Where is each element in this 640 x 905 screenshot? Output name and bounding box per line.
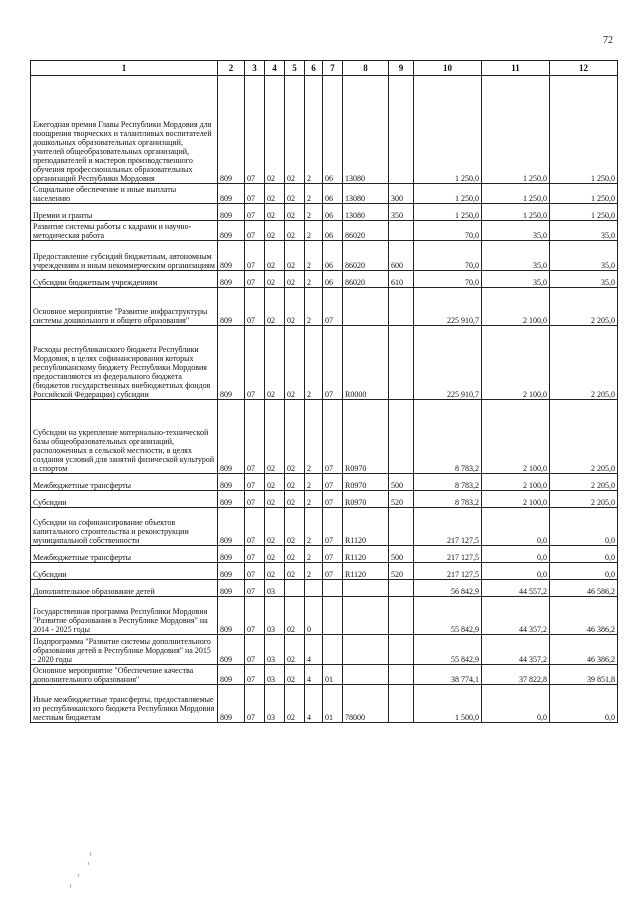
table-row [31, 474, 618, 491]
amount-col12-cell: 0,0 [550, 508, 618, 546]
section-code-cell: 07 [245, 241, 265, 271]
amount-col12-cell: 46 386,2 [550, 597, 618, 635]
amount-col10-cell: 55 842,9 [414, 597, 482, 635]
amount-col12-cell: 39 851,8 [550, 665, 618, 685]
table-row [31, 288, 618, 326]
expense-type-cell [389, 508, 414, 546]
expense-type-cell [389, 597, 414, 635]
direction-code-cell: 86020 [343, 241, 389, 271]
event-code-cell [323, 580, 343, 597]
event-code-cell: 07 [323, 508, 343, 546]
subprogram-code-cell: 2 [305, 508, 323, 546]
amount-col11-cell: 44 357,2 [482, 635, 550, 665]
row-name-cell: Государственная программа Республики Мордовия "Развитие образования в Республике Мордовия" на 2014 - 2025 годы [31, 597, 218, 635]
section-code-cell: 07 [245, 580, 265, 597]
program-code-cell: 02 [285, 271, 305, 288]
event-code-cell: 06 [323, 184, 343, 204]
amount-col11-cell: 2 100,0 [482, 326, 550, 400]
section-code-cell: 07 [245, 685, 265, 723]
amount-col12-cell: 1 250,0 [550, 184, 618, 204]
chapter-code-cell: 809 [218, 400, 245, 474]
program-code-cell: 02 [285, 665, 305, 685]
row-name-cell: Субсидии бюджетным учреждениям [31, 271, 218, 288]
direction-code-cell: R1120 [343, 563, 389, 580]
subprogram-code-cell: 2 [305, 326, 323, 400]
subprogram-code-cell: 0 [305, 597, 323, 635]
direction-code-cell: R1120 [343, 546, 389, 563]
chapter-code-cell: 809 [218, 491, 245, 508]
subsection-code-cell: 02 [265, 204, 285, 221]
expense-type-cell: 520 [389, 491, 414, 508]
direction-code-cell [343, 288, 389, 326]
section-code-cell: 07 [245, 76, 265, 184]
row-name-cell: Дополнительное образование детей [31, 580, 218, 597]
subprogram-code-cell: 2 [305, 546, 323, 563]
section-code-cell: 07 [245, 271, 265, 288]
amount-col12-cell: 35,0 [550, 271, 618, 288]
table-row [31, 204, 618, 221]
subprogram-code-cell: 2 [305, 474, 323, 491]
amount-col12-cell: 1 250,0 [550, 76, 618, 184]
section-code-cell: 07 [245, 563, 265, 580]
direction-code-cell [343, 597, 389, 635]
amount-col10-cell: 225 910,7 [414, 326, 482, 400]
row-name-cell: Субсидии на софинансирование объектов капитального строительства и реконструкции муниципальной собственности [31, 508, 218, 546]
subsection-code-cell: 03 [265, 685, 285, 723]
program-code-cell: 02 [285, 563, 305, 580]
event-code-cell: 07 [323, 288, 343, 326]
table-row [31, 665, 618, 685]
program-code-cell: 02 [285, 241, 305, 271]
expense-type-cell [389, 326, 414, 400]
event-code-cell: 07 [323, 563, 343, 580]
amount-col11-cell: 0,0 [482, 685, 550, 723]
amount-col11-cell: 44 357,2 [482, 597, 550, 635]
direction-code-cell [343, 665, 389, 685]
section-code-cell: 07 [245, 474, 265, 491]
row-name-cell: Предоставление субсидий бюджетным, автономным учреждениям и иным некоммерческим организациям [31, 241, 218, 271]
amount-col12-cell: 35,0 [550, 241, 618, 271]
row-name-cell: Расходы республиканского бюджета Республики Мордовия, в целях софинансирования которых республиканскому бюджету Республики Мордовия предоставляются из федерального бюджета (бюджетов государственных внебюджетных фондов Российской Федерации) субсидии [31, 326, 218, 400]
subprogram-code-cell: 2 [305, 271, 323, 288]
subsection-code-cell: 02 [265, 400, 285, 474]
amount-col11-cell: 2 100,0 [482, 491, 550, 508]
subsection-code-cell: 03 [265, 580, 285, 597]
direction-code-cell: R0970 [343, 491, 389, 508]
subprogram-code-cell: 4 [305, 685, 323, 723]
amount-col11-cell: 2 100,0 [482, 400, 550, 474]
subprogram-code-cell: 4 [305, 635, 323, 665]
table-row [31, 271, 618, 288]
header-cell: 10 [414, 61, 482, 76]
amount-col10-cell: 1 250,0 [414, 204, 482, 221]
subprogram-code-cell: 2 [305, 76, 323, 184]
amount-col12-cell: 2 205,0 [550, 326, 618, 400]
direction-code-cell: R0970 [343, 474, 389, 491]
event-code-cell: 07 [323, 546, 343, 563]
amount-col12-cell: 0,0 [550, 546, 618, 563]
table-row [31, 635, 618, 665]
chapter-code-cell: 809 [218, 204, 245, 221]
expense-type-cell [389, 665, 414, 685]
amount-col10-cell: 1 250,0 [414, 76, 482, 184]
row-name-cell: Субсидии [31, 491, 218, 508]
program-code-cell: 02 [285, 204, 305, 221]
section-code-cell: 07 [245, 508, 265, 546]
event-code-cell: 06 [323, 241, 343, 271]
subprogram-code-cell: 2 [305, 288, 323, 326]
header-cell: 11 [482, 61, 550, 76]
amount-col11-cell: 2 100,0 [482, 288, 550, 326]
amount-col12-cell: 0,0 [550, 563, 618, 580]
row-name-cell: Основное мероприятие "Обеспечение качества дополнительного образования" [31, 665, 218, 685]
subsection-code-cell: 02 [265, 288, 285, 326]
subsection-code-cell: 02 [265, 563, 285, 580]
section-code-cell: 07 [245, 491, 265, 508]
subprogram-code-cell [305, 580, 323, 597]
amount-col11-cell: 0,0 [482, 508, 550, 546]
header-cell: 6 [305, 61, 323, 76]
expense-type-cell [389, 76, 414, 184]
amount-col11-cell: 35,0 [482, 241, 550, 271]
amount-col11-cell: 1 250,0 [482, 184, 550, 204]
subprogram-code-cell: 2 [305, 221, 323, 241]
event-code-cell: 06 [323, 271, 343, 288]
section-code-cell: 07 [245, 400, 265, 474]
expense-type-cell [389, 635, 414, 665]
program-code-cell [285, 580, 305, 597]
amount-col11-cell: 35,0 [482, 221, 550, 241]
amount-col12-cell: 35,0 [550, 221, 618, 241]
subprogram-code-cell: 2 [305, 241, 323, 271]
chapter-code-cell: 809 [218, 76, 245, 184]
expense-type-cell: 610 [389, 271, 414, 288]
event-code-cell: 06 [323, 76, 343, 184]
amount-col11-cell: 0,0 [482, 546, 550, 563]
row-name-cell: Развитие системы работы с кадрами и научно-методическая работа [31, 221, 218, 241]
program-code-cell: 02 [285, 597, 305, 635]
direction-code-cell [343, 635, 389, 665]
table-row [31, 326, 618, 400]
event-code-cell: 07 [323, 491, 343, 508]
header-cell: 8 [343, 61, 389, 76]
subprogram-code-cell: 2 [305, 563, 323, 580]
chapter-code-cell: 809 [218, 685, 245, 723]
table-row [31, 76, 618, 184]
program-code-cell: 02 [285, 76, 305, 184]
subprogram-code-cell: 2 [305, 491, 323, 508]
amount-col12-cell: 1 250,0 [550, 204, 618, 221]
subsection-code-cell: 03 [265, 635, 285, 665]
table-row [31, 184, 618, 204]
direction-code-cell: R0970 [343, 400, 389, 474]
amount-col10-cell: 38 774,1 [414, 665, 482, 685]
header-cell: 5 [285, 61, 305, 76]
program-code-cell: 02 [285, 184, 305, 204]
page-number: 72 [603, 35, 613, 46]
amount-col10-cell: 225 910,7 [414, 288, 482, 326]
direction-code-cell: 13080 [343, 204, 389, 221]
event-code-cell: 06 [323, 221, 343, 241]
expense-type-cell [389, 221, 414, 241]
subprogram-code-cell: 2 [305, 204, 323, 221]
header-cell: 3 [245, 61, 265, 76]
direction-code-cell: 86020 [343, 221, 389, 241]
amount-col12-cell: 46 586,2 [550, 580, 618, 597]
margin-marks [60, 850, 120, 890]
amount-col10-cell: 55 842,9 [414, 635, 482, 665]
direction-code-cell: 86020 [343, 271, 389, 288]
event-code-cell: 06 [323, 204, 343, 221]
amount-col10-cell: 1 500,0 [414, 685, 482, 723]
header-cell: 7 [323, 61, 343, 76]
subprogram-code-cell: 2 [305, 400, 323, 474]
direction-code-cell: R1120 [343, 508, 389, 546]
chapter-code-cell: 809 [218, 563, 245, 580]
program-code-cell: 02 [285, 685, 305, 723]
chapter-code-cell: 809 [218, 597, 245, 635]
row-name-cell: Межбюджетные трансферты [31, 546, 218, 563]
amount-col10-cell: 70,0 [414, 241, 482, 271]
header-row [31, 61, 618, 76]
program-code-cell: 02 [285, 288, 305, 326]
chapter-code-cell: 809 [218, 474, 245, 491]
program-code-cell: 02 [285, 474, 305, 491]
expense-type-cell: 500 [389, 474, 414, 491]
row-name-cell: Подпрограмма "Развитие системы дополнительного образования детей в Республике Мордовия" на 2015 - 2020 годы [31, 635, 218, 665]
program-code-cell: 02 [285, 326, 305, 400]
subsection-code-cell: 02 [265, 271, 285, 288]
amount-col10-cell: 70,0 [414, 221, 482, 241]
section-code-cell: 07 [245, 665, 265, 685]
amount-col10-cell: 217 127,5 [414, 546, 482, 563]
subprogram-code-cell: 2 [305, 184, 323, 204]
chapter-code-cell: 809 [218, 665, 245, 685]
row-name-cell: Субсидии на укрепление материально-технической базы общеобразовательных организаций, расположенных в сельской местности, в целях создания условий для занятий физической культурой и спортом [31, 400, 218, 474]
amount-col11-cell: 37 822,8 [482, 665, 550, 685]
expense-type-cell [389, 580, 414, 597]
expense-type-cell: 520 [389, 563, 414, 580]
subsection-code-cell: 02 [265, 241, 285, 271]
section-code-cell: 07 [245, 597, 265, 635]
header-cell: 9 [389, 61, 414, 76]
program-code-cell: 02 [285, 491, 305, 508]
expense-type-cell: 350 [389, 204, 414, 221]
table-row [31, 508, 618, 546]
amount-col10-cell: 217 127,5 [414, 563, 482, 580]
subsection-code-cell: 02 [265, 184, 285, 204]
event-code-cell: 07 [323, 400, 343, 474]
expense-type-cell [389, 288, 414, 326]
table-body [31, 76, 618, 723]
table-row [31, 685, 618, 723]
subprogram-code-cell: 4 [305, 665, 323, 685]
event-code-cell: 01 [323, 685, 343, 723]
subsection-code-cell: 02 [265, 326, 285, 400]
event-code-cell [323, 635, 343, 665]
program-code-cell: 02 [285, 508, 305, 546]
event-code-cell [323, 597, 343, 635]
amount-col12-cell: 2 205,0 [550, 400, 618, 474]
chapter-code-cell: 809 [218, 326, 245, 400]
direction-code-cell: 13080 [343, 76, 389, 184]
row-name-cell: Премии и гранты [31, 204, 218, 221]
direction-code-cell: 13080 [343, 184, 389, 204]
chapter-code-cell: 809 [218, 635, 245, 665]
table-row [31, 563, 618, 580]
header-cell: 2 [218, 61, 245, 76]
section-code-cell: 07 [245, 326, 265, 400]
amount-col12-cell: 2 205,0 [550, 491, 618, 508]
subsection-code-cell: 02 [265, 508, 285, 546]
subsection-code-cell: 03 [265, 597, 285, 635]
expense-type-cell [389, 685, 414, 723]
program-code-cell: 02 [285, 400, 305, 474]
amount-col11-cell: 1 250,0 [482, 76, 550, 184]
direction-code-cell: 78000 [343, 685, 389, 723]
event-code-cell: 07 [323, 326, 343, 400]
amount-col11-cell: 44 557,2 [482, 580, 550, 597]
budget-table [30, 60, 618, 723]
table-row [31, 400, 618, 474]
subsection-code-cell: 03 [265, 665, 285, 685]
program-code-cell: 02 [285, 221, 305, 241]
program-code-cell: 02 [285, 635, 305, 665]
amount-col10-cell: 217 127,5 [414, 508, 482, 546]
direction-code-cell: R0000 [343, 326, 389, 400]
table-row [31, 580, 618, 597]
section-code-cell: 07 [245, 288, 265, 326]
amount-col11-cell: 35,0 [482, 271, 550, 288]
direction-code-cell [343, 580, 389, 597]
section-code-cell: 07 [245, 546, 265, 563]
header-cell: 4 [265, 61, 285, 76]
section-code-cell: 07 [245, 635, 265, 665]
chapter-code-cell: 809 [218, 184, 245, 204]
subsection-code-cell: 02 [265, 221, 285, 241]
section-code-cell: 07 [245, 204, 265, 221]
section-code-cell: 07 [245, 184, 265, 204]
subsection-code-cell: 02 [265, 546, 285, 563]
event-code-cell: 01 [323, 665, 343, 685]
table-row [31, 491, 618, 508]
table-row [31, 221, 618, 241]
amount-col11-cell: 0,0 [482, 563, 550, 580]
amount-col10-cell: 8 783,2 [414, 474, 482, 491]
row-name-cell: Ежегодная премия Главы Республики Мордовия для поощрения творческих и талантливых воспитателей дошкольных образовательных организаций, учителей общеобразовательных организаций, преподавателей и мастеров производственного обучения профессиональных образовательных организаций Республики Мордовия [31, 76, 218, 184]
amount-col12-cell: 46 386,2 [550, 635, 618, 665]
amount-col10-cell: 1 250,0 [414, 184, 482, 204]
subsection-code-cell: 02 [265, 76, 285, 184]
table-row [31, 241, 618, 271]
subsection-code-cell: 02 [265, 474, 285, 491]
header-cell: 1 [31, 61, 218, 76]
expense-type-cell [389, 400, 414, 474]
chapter-code-cell: 809 [218, 580, 245, 597]
amount-col10-cell: 8 783,2 [414, 400, 482, 474]
chapter-code-cell: 809 [218, 221, 245, 241]
row-name-cell: Субсидии [31, 563, 218, 580]
amount-col10-cell: 56 842,9 [414, 580, 482, 597]
row-name-cell: Социальное обеспечение и иные выплаты населению [31, 184, 218, 204]
row-name-cell: Межбюджетные трансферты [31, 474, 218, 491]
expense-type-cell: 300 [389, 184, 414, 204]
expense-type-cell: 600 [389, 241, 414, 271]
chapter-code-cell: 809 [218, 288, 245, 326]
chapter-code-cell: 809 [218, 546, 245, 563]
amount-col11-cell: 2 100,0 [482, 474, 550, 491]
section-code-cell: 07 [245, 221, 265, 241]
table-row [31, 546, 618, 563]
program-code-cell: 02 [285, 546, 305, 563]
amount-col10-cell: 70,0 [414, 271, 482, 288]
amount-col12-cell: 0,0 [550, 685, 618, 723]
amount-col12-cell: 2 205,0 [550, 288, 618, 326]
amount-col10-cell: 8 783,2 [414, 491, 482, 508]
table-row [31, 597, 618, 635]
amount-col12-cell: 2 205,0 [550, 474, 618, 491]
subsection-code-cell: 02 [265, 491, 285, 508]
chapter-code-cell: 809 [218, 271, 245, 288]
row-name-cell: Основное мероприятие "Развитие инфраструктуры системы дошкольного и общего образования" [31, 288, 218, 326]
chapter-code-cell: 809 [218, 241, 245, 271]
event-code-cell: 07 [323, 474, 343, 491]
header-cell: 12 [550, 61, 618, 76]
amount-col11-cell: 1 250,0 [482, 204, 550, 221]
chapter-code-cell: 809 [218, 508, 245, 546]
row-name-cell: Иные межбюджетные трансферты, предоставляемые из республиканского бюджета Республики Мордовия местным бюджетам [31, 685, 218, 723]
expense-type-cell: 500 [389, 546, 414, 563]
